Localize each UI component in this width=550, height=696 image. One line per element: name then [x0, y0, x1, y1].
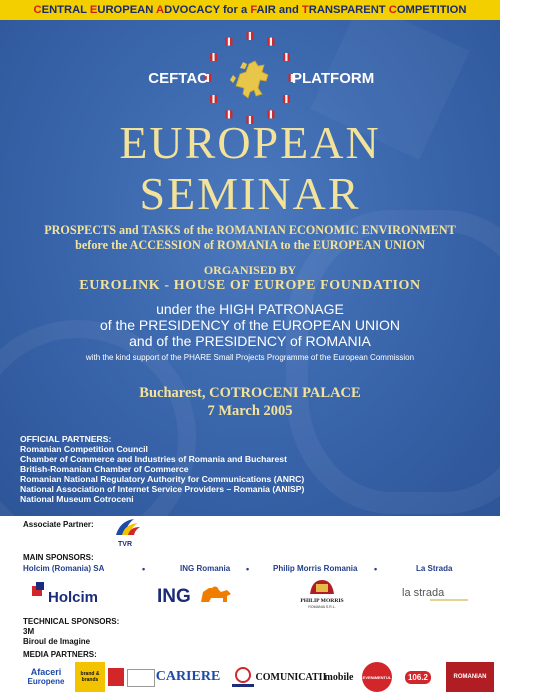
- radio-logo: [398, 662, 438, 692]
- romanian-logo-text: ROMANIAN: [453, 674, 487, 680]
- list-item: Chamber of Commerce and Industries of Romania and Bucharest: [20, 454, 287, 464]
- sponsor-name: Philip Morris Romania: [273, 564, 358, 573]
- patronage-line-3: and of the PRESIDENCY of ROMANIA: [129, 333, 371, 349]
- separator-dot: •: [374, 564, 378, 574]
- romanian-business-journal-logo: [446, 662, 494, 692]
- ing-logo: [155, 580, 245, 608]
- evenimentul-logo-text: EVENIMENTUL: [362, 674, 392, 680]
- philip-morris-logo: [298, 576, 346, 610]
- technical-sponsors-heading: TECHNICAL SPONSORS:: [23, 617, 120, 626]
- afaceri-europene-logo: [22, 662, 70, 692]
- holcim-logo-text: Holcim: [48, 589, 99, 606]
- ceftac-europe-logo: [200, 28, 300, 128]
- platform-label: PLATFORM: [292, 70, 375, 87]
- banner-text: AIR and: [256, 4, 302, 16]
- sponsor-name: La Strada: [416, 564, 453, 573]
- main-sponsors-names: [0, 564, 500, 576]
- associate-partner-label: Associate Partner:: [23, 520, 94, 529]
- technical-sponsor: Biroul de Imagine: [23, 637, 91, 646]
- afaceri-logo-text: Afaceri: [30, 667, 62, 677]
- top-banner: [0, 0, 500, 20]
- comunicatii-mobile-text: mobile: [324, 671, 354, 683]
- title-seminar: SEMINAR: [139, 168, 361, 219]
- tvr-logo: [112, 515, 142, 543]
- la-strada-logo-text: la strada: [402, 587, 445, 599]
- communicatii-logo-text: COMUNICATII: [255, 671, 327, 683]
- media-logo-box: [127, 669, 155, 687]
- cariere-logo-text: CARIERE: [155, 669, 221, 684]
- holcim-logo: [30, 580, 110, 608]
- philip-morris-logo-text: PHILIP MORRIS: [300, 598, 344, 604]
- banner-text: DVOCACY for a: [164, 4, 251, 16]
- philip-morris-logo-subtext: ROMANIA S.R.L.: [308, 605, 336, 609]
- banner-text: RANSPARENT: [308, 4, 389, 16]
- cariere-logo: [157, 662, 219, 692]
- radio-logo-text: 106.2: [405, 671, 431, 684]
- brands-logo-text: brand & brands: [80, 671, 100, 683]
- main-sponsors-heading: MAIN SPONSORS:: [23, 553, 94, 562]
- ing-logo-text: ING: [157, 586, 191, 607]
- list-item: Romanian National Regulatory Authority for Communications (ANRC): [20, 474, 305, 484]
- organised-by-label: ORGANISED BY: [203, 263, 297, 277]
- title-european: EUROPEAN: [119, 117, 381, 168]
- banner-capital-letter: C: [33, 4, 42, 16]
- list-item: Romanian Competition Council: [20, 444, 148, 454]
- media-partners-logos: [0, 662, 500, 696]
- flag-icon: [210, 95, 217, 103]
- banner-capital-letter: C: [388, 4, 397, 16]
- separator-dot: •: [142, 564, 146, 574]
- banner-text: UROPEAN: [97, 4, 157, 16]
- ceftac-label: CEFTAC: [148, 70, 208, 87]
- sponsor-name: ING Romania: [180, 564, 231, 573]
- technical-sponsor: 3M: [23, 627, 35, 636]
- flag-icon: [283, 53, 290, 61]
- banner-capital-letter: A: [156, 4, 165, 16]
- patronage-line-2: of the PRESIDENCY of the EUROPEAN UNION: [99, 317, 401, 333]
- banner-text: OMPETITION: [396, 4, 467, 16]
- sponsor-name: Holcim (Romania) SA: [23, 564, 105, 573]
- evenimentul-logo: [362, 662, 392, 692]
- communicatii-logo: [255, 662, 327, 692]
- banner-capital-letter: T: [301, 4, 309, 16]
- europene-logo-text: Europene: [27, 677, 65, 686]
- event-date: 7 March 2005: [207, 403, 293, 419]
- banner-text: ENTRAL: [41, 4, 90, 16]
- organiser-name: EUROLINK - HOUSE OF EUROPE FOUNDATION: [79, 278, 421, 293]
- comunicatii-mobile-logo: [320, 662, 358, 692]
- subtitle-line-1: PROSPECTS and TASKS of the ROMANIAN ECONOMIC ENVIRONMENT: [44, 223, 456, 237]
- la-strada-logo: [400, 582, 470, 604]
- patronage-line-1: under the HIGH PATRONAGE: [156, 301, 344, 317]
- official-partners-list: [20, 444, 490, 504]
- subtitle-line-2: before the ACCESSION of ROMANIA to the EUROPEAN UNION: [75, 238, 425, 252]
- list-item: National Association of Internet Service Providers – Romania (ANISP): [20, 484, 305, 494]
- flag-icon: [210, 53, 217, 61]
- brands-logo: [75, 662, 105, 692]
- main-blue-panel: [0, 20, 500, 516]
- separator-dot: •: [246, 564, 250, 574]
- flag-icon: [268, 38, 275, 46]
- tvr-logo-text: TVR: [118, 541, 132, 548]
- list-item: National Museum Cotroceni: [20, 494, 134, 504]
- banner-capital-letter: E: [89, 4, 98, 16]
- media-partners-heading: MEDIA PARTNERS:: [23, 650, 97, 659]
- flag-icon: [226, 38, 233, 46]
- official-partners-heading: OFFICIAL PARTNERS:: [20, 434, 112, 444]
- media-logo-red: [108, 668, 124, 686]
- event-venue: Bucharest, COTROCENI PALACE: [139, 385, 361, 401]
- flag-icon: [283, 95, 290, 103]
- list-item: British-Romanian Chamber of Commerce: [20, 464, 189, 474]
- support-note: with the kind support of the PHARE Small Projects Programme of the European Commission: [85, 353, 415, 362]
- flag-icon: [247, 32, 254, 40]
- banner-capital-letter: F: [250, 4, 257, 16]
